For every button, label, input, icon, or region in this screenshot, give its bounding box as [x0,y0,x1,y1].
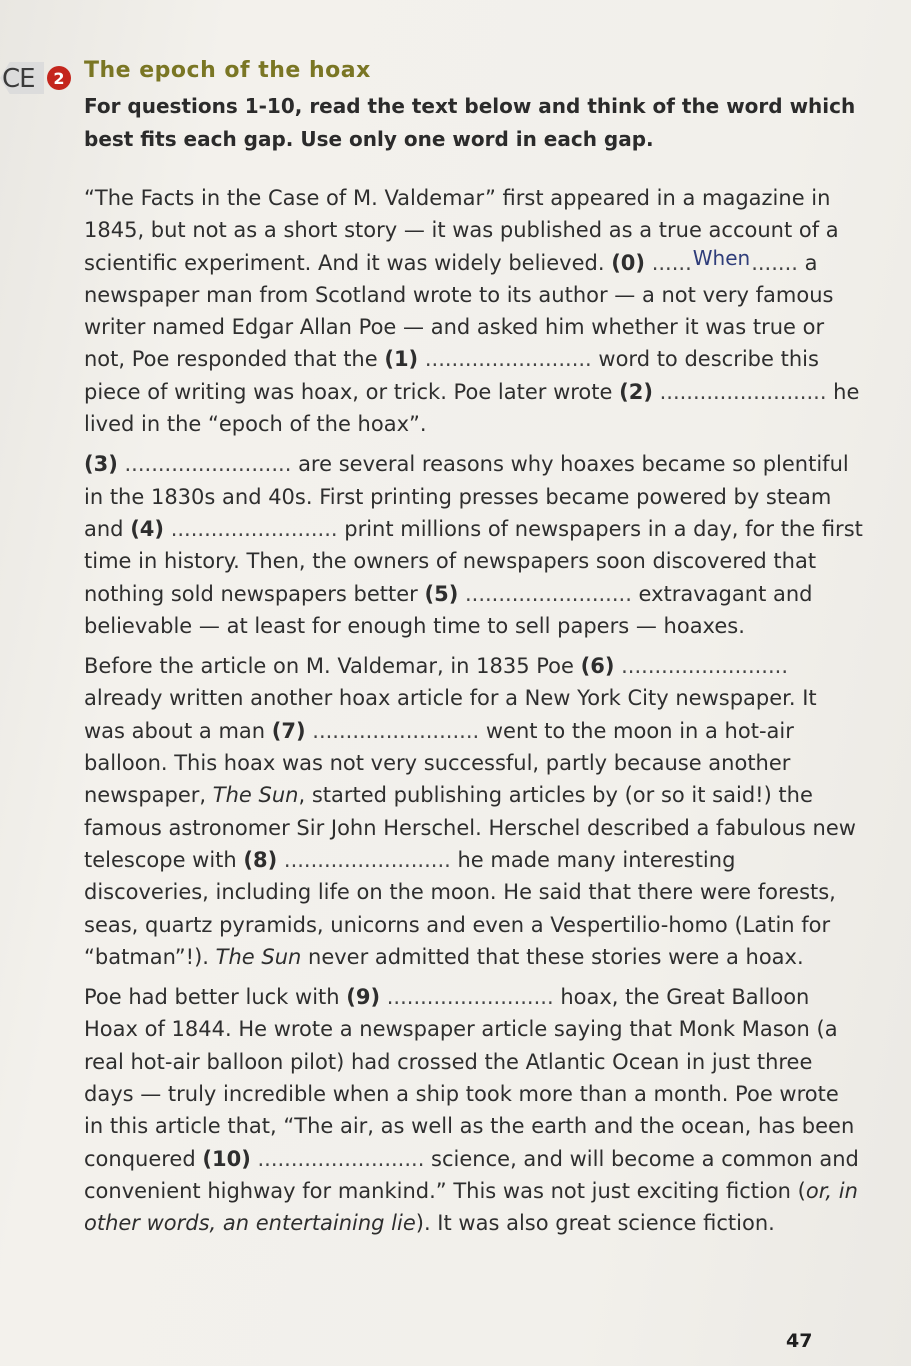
gap-number-6: (6) [580,654,615,679]
ce-label: CE [2,64,35,94]
gap-4[interactable]: ......................... [170,516,338,541]
gap-number-4: (4) [130,516,164,541]
paragraph-3: Before the article on M. Valdemar, in 1835 Poe (6) ......................... already written another hoax article for a New York City newspaper. It was about a man (7) ......................... went to the moon in a hot-air balloon. This hoax was not very successful, partly because another newspaper, The Sun, started publishing articles by (or so it said!) the famous astronomer Sir John Herschel. Herschel described a fabulous new telescope with (8) ......................... he made many interesting discoveries, including life on the moon. He said that there were forests, seas, quartz pyramids, unicorns and even a Vespertilio-homo (Latin for “batman”!). The Sun never admitted that these stories were a hoax. [84,654,856,969]
paragraph-4: Poe had better luck with (9) ......................... hoax, the Great Balloon Hoax of 1844. He wrote a newspaper article saying that Monk Mason (a real hot-air balloon pilot) had crossed the Atlantic Ocean in just three days — truly incredible when a ship took more than a month. Poe wrote in this article that, “The air, as well as the earth and the ocean, has been conquered (10) ......................... science, and will become a common and convenient highway for mankind.” This was not just exciting fiction (or, in other words, an entertaining lie). It was also great science fiction. [84,985,859,1236]
gap-7[interactable]: ......................... [312,718,480,743]
exercise-badge [0,58,80,98]
reading-text [84,182,864,1248]
gap-1[interactable]: ......................... [424,347,592,372]
page-number: 47 [786,1330,813,1352]
example-answer: When [692,245,751,270]
exercise-number: 2 [47,66,71,90]
gap-number-8: (8) [243,847,278,872]
newspaper-name: The Sun [212,783,299,808]
gap-number-5: (5) [424,581,459,606]
paragraph-2: (3) ......................... are several reasons why hoaxes became so plentiful in the 1830s and 40s. First printing presses became powered by steam and (4) ......................... print millions of newspapers in a day, for the first time in history. Then, the owners of newspapers soon discovered that nothing sold newspapers better (5) ......................... extravagant and believable — at least for enough time to sell papers — hoaxes. [84,452,863,638]
gap-8[interactable]: ......................... [283,847,451,872]
newspaper-name: The Sun [215,944,302,969]
gap-6[interactable]: ......................... [621,654,789,679]
gap-number-7: (7) [271,718,306,743]
gap-9[interactable]: ......................... [386,985,554,1010]
gap-3[interactable]: ......................... [124,452,292,477]
italic-aside: or, in other words, an entertaining lie [84,1178,858,1236]
paragraph-1: “The Facts in the Case of M. Valdemar” first appeared in a magazine in 1845, but not as a short story — it was published as a true account of a scientific experiment. And it was widely believed. (0) ......When....... a newspaper man from Scotland wrote to its author — a not very famous writer named Edgar Allan Poe — and asked him whether it was true or not, Poe responded that the (1) ......................... word to describe this piece of writing was hoax, or trick. Poe later wrote (2) ......................... he lived in the “epoch of the hoax”. [84,186,860,437]
gap-number-10: (10) [202,1146,251,1171]
gap-number-9: (9) [346,985,381,1010]
gap-number-2: (2) [619,379,653,404]
gap-5[interactable]: ......................... [464,581,632,606]
gap-number-0: (0) [611,250,645,275]
instructions: For questions 1-10, read the text below and think of the word which best fits each gap. Use only one word in each gap. [84,94,856,151]
gap-number-3: (3) [84,452,118,477]
exercise-title: The epoch of the hoax [84,58,371,83]
gap-10[interactable]: ......................... [257,1146,425,1171]
gap-number-1: (1) [384,347,419,372]
gap-2[interactable]: ......................... [659,379,827,404]
